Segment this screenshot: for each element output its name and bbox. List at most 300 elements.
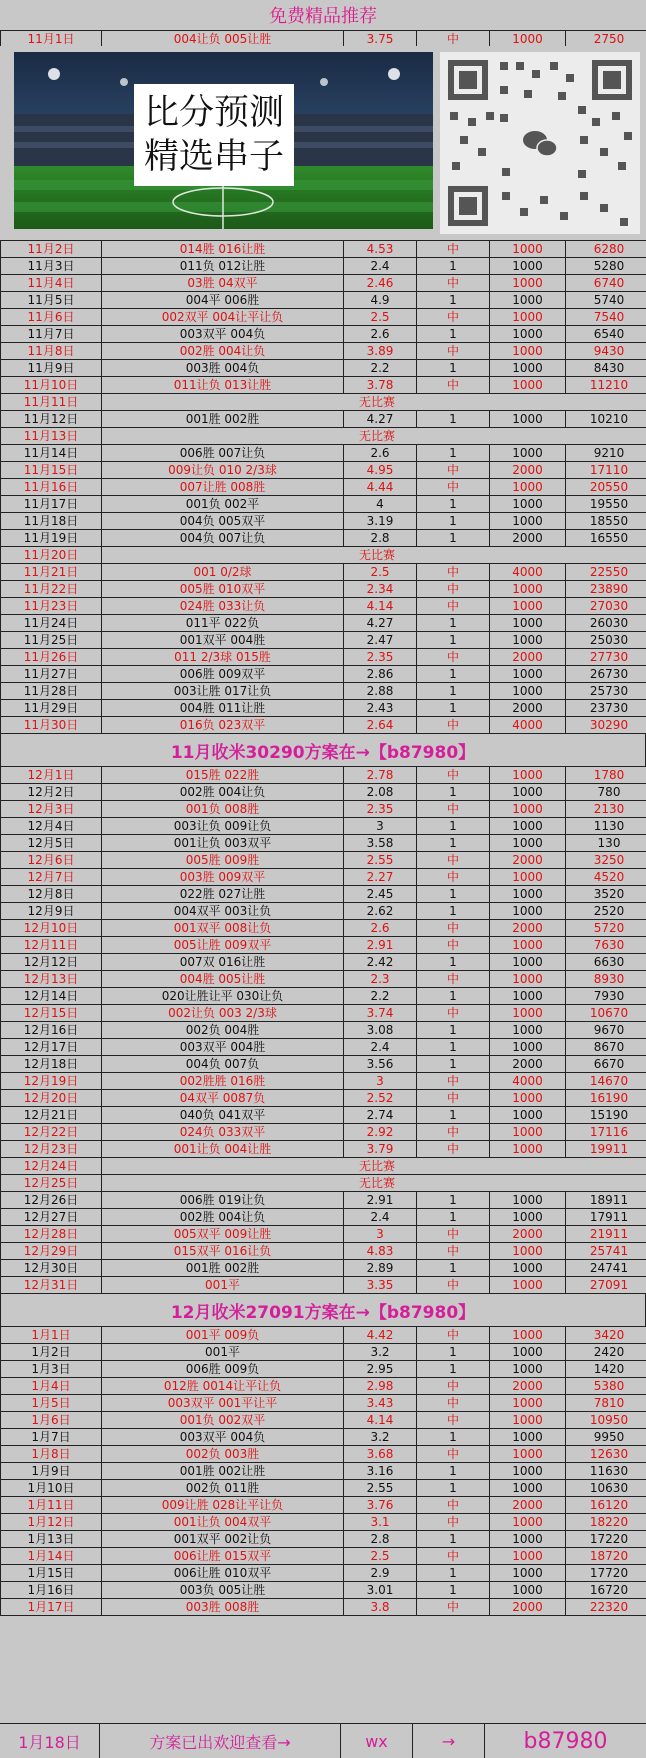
balance-cell: 26730	[566, 666, 646, 683]
result-cell: 中	[417, 275, 490, 292]
picks-cell: 007让胜 008胜	[102, 479, 344, 496]
table-row	[1, 1056, 646, 1073]
odds-cell: 3.43	[344, 1395, 417, 1412]
odds-cell: 2.4	[344, 1209, 417, 1226]
result-cell: 1	[417, 445, 490, 462]
table-row	[1, 852, 646, 869]
date-cell: 11月6日	[1, 309, 102, 326]
odds-cell: 3.58	[344, 835, 417, 852]
stake-cell: 1000	[490, 801, 566, 818]
balance-cell: 25030	[566, 632, 646, 649]
date-cell: 1月7日	[1, 1429, 102, 1446]
picks-cell: 015胜 022胜	[102, 767, 344, 784]
date-cell: 12月6日	[1, 852, 102, 869]
result-cell: 中	[417, 649, 490, 666]
result-cell: 1	[417, 954, 490, 971]
date-cell: 11月17日	[1, 496, 102, 513]
table-row	[1, 683, 646, 700]
table-row	[1, 988, 646, 1005]
odds-cell: 4.44	[344, 479, 417, 496]
picks-cell: 001负 002平	[102, 496, 344, 513]
result-cell: 中	[417, 581, 490, 598]
result-cell: 中	[417, 1514, 490, 1531]
table-row	[1, 1327, 646, 1344]
table-row	[1, 1378, 646, 1395]
date-cell: 1月12日	[1, 1514, 102, 1531]
odds-cell: 2.4	[344, 258, 417, 275]
odds-cell: 2.55	[344, 852, 417, 869]
date-cell: 12月11日	[1, 937, 102, 954]
stake-cell: 1000	[490, 954, 566, 971]
picks-cell: 020让胜让平 030让负	[102, 988, 344, 1005]
balance-cell: 9670	[566, 1022, 646, 1039]
picks-cell: 014胜 016让胜	[102, 241, 344, 258]
picks-cell: 001胜 002胜	[102, 411, 344, 428]
stake-cell: 2000	[490, 649, 566, 666]
date-cell: 1月9日	[1, 1463, 102, 1480]
result-cell: 1	[417, 1531, 490, 1548]
table-row	[1, 1158, 646, 1175]
result-cell: 中	[417, 1141, 490, 1158]
stake-cell: 1000	[490, 632, 566, 649]
picks-cell: 004负 007负	[102, 1056, 344, 1073]
balance-cell: 6540	[566, 326, 646, 343]
picks-cell: 003胜 008胜	[102, 1599, 344, 1616]
result-cell: 中	[417, 1378, 490, 1395]
picks-cell: 001胜 002胜	[102, 1260, 344, 1277]
stake-cell: 1000	[490, 479, 566, 496]
picks-cell: 001让负 004让胜	[102, 1141, 344, 1158]
table-row	[1, 1395, 646, 1412]
odds-cell: 2.8	[344, 530, 417, 547]
picks-cell: 006胜 007让负	[102, 445, 344, 462]
table-row	[1, 869, 646, 886]
balance-cell: 22320	[566, 1599, 646, 1616]
balance-cell: 27030	[566, 598, 646, 615]
footer-id: b87980	[485, 1724, 646, 1758]
stake-cell: 1000	[490, 937, 566, 954]
date-cell: 12月25日	[1, 1175, 102, 1192]
balance-cell: 5380	[566, 1378, 646, 1395]
picks-cell: 004胜 005让胜	[102, 971, 344, 988]
table-row	[1, 1429, 646, 1446]
balance-cell: 5740	[566, 292, 646, 309]
date-cell: 1月6日	[1, 1412, 102, 1429]
picks-cell: 022胜 027让胜	[102, 886, 344, 903]
odds-cell: 2.89	[344, 1260, 417, 1277]
stake-cell: 2000	[490, 1378, 566, 1395]
odds-cell: 2.8	[344, 1531, 417, 1548]
balance-cell: 20550	[566, 479, 646, 496]
table-row	[1, 1548, 646, 1565]
odds-cell: 3.01	[344, 1582, 417, 1599]
balance-cell: 10950	[566, 1412, 646, 1429]
balance-cell: 7630	[566, 937, 646, 954]
stake-cell: 1000	[490, 598, 566, 615]
picks-cell: 003双平 004负	[102, 326, 344, 343]
balance-cell: 8670	[566, 1039, 646, 1056]
odds-cell: 4.27	[344, 411, 417, 428]
table-row	[1, 1005, 646, 1022]
stake-cell: 2000	[490, 920, 566, 937]
balance-cell: 2520	[566, 903, 646, 920]
balance-cell: 21911	[566, 1226, 646, 1243]
picks-cell: 024胜 033让负	[102, 598, 344, 615]
date-cell: 11月15日	[1, 462, 102, 479]
picks-cell: 006胜 009负	[102, 1361, 344, 1378]
odds-cell: 3.68	[344, 1446, 417, 1463]
balance-cell: 18550	[566, 513, 646, 530]
odds-cell: 2.92	[344, 1124, 417, 1141]
balance-cell: 6670	[566, 1056, 646, 1073]
table-row	[1, 547, 646, 564]
odds-cell: 2.74	[344, 1107, 417, 1124]
odds-cell: 2.98	[344, 1378, 417, 1395]
picks-cell: 004双平 003让负	[102, 903, 344, 920]
result-cell: 1	[417, 326, 490, 343]
picks-cell: 011 2/3球 015胜	[102, 649, 344, 666]
stake-cell: 2000	[490, 1599, 566, 1616]
odds-cell: 2.6	[344, 445, 417, 462]
balance-cell: 3420	[566, 1327, 646, 1344]
odds-cell: 4.95	[344, 462, 417, 479]
stake-cell: 1000	[490, 309, 566, 326]
banner-line-2: 精选串子	[144, 135, 284, 179]
table-row	[1, 564, 646, 581]
picks-cell: 011负 012让胜	[102, 258, 344, 275]
picks-cell: 001平	[102, 1277, 344, 1294]
result-cell: 1	[417, 835, 490, 852]
picks-cell: 004负 007让负	[102, 530, 344, 547]
result-cell: 1	[417, 1463, 490, 1480]
stake-cell: 1000	[490, 1107, 566, 1124]
date-cell: 1月5日	[1, 1395, 102, 1412]
table-row	[1, 1565, 646, 1582]
no-match-cell: 无比赛	[102, 394, 646, 411]
picks-cell: 012胜 0014让平让负	[102, 1378, 344, 1395]
table-row: 11月1日 004让负 005让胜 3.75 中 1000 2750	[1, 31, 646, 48]
table-row	[1, 818, 646, 835]
stake-cell: 1000	[490, 903, 566, 920]
table-row	[1, 801, 646, 818]
table-row	[1, 343, 646, 360]
balance-cell: 24741	[566, 1260, 646, 1277]
balance-cell: 9210	[566, 445, 646, 462]
table-row	[1, 241, 646, 258]
november-summary: 11月收米30290方案在→【b87980】	[0, 734, 646, 766]
result-cell: 中	[417, 937, 490, 954]
odds-cell: 2.35	[344, 649, 417, 666]
table-row	[1, 1361, 646, 1378]
date-cell: 11月26日	[1, 649, 102, 666]
odds-cell: 2.5	[344, 309, 417, 326]
odds-cell: 3	[344, 1226, 417, 1243]
table-row	[1, 1192, 646, 1209]
balance-cell: 25730	[566, 683, 646, 700]
result-cell: 中	[417, 971, 490, 988]
odds-cell: 3.74	[344, 1005, 417, 1022]
picks-cell: 003双平 001平让平	[102, 1395, 344, 1412]
date-cell: 12月21日	[1, 1107, 102, 1124]
date-cell: 1月17日	[1, 1599, 102, 1616]
balance-cell: 6280	[566, 241, 646, 258]
result-cell: 1	[417, 666, 490, 683]
picks-cell: 024负 033双平	[102, 1124, 344, 1141]
result-cell: 中	[417, 598, 490, 615]
stake-cell: 1000	[490, 360, 566, 377]
balance-cell: 17720	[566, 1565, 646, 1582]
date-cell: 11月5日	[1, 292, 102, 309]
stake-cell: 1000	[490, 1141, 566, 1158]
balance-cell: 1130	[566, 818, 646, 835]
date-cell: 11月28日	[1, 683, 102, 700]
stake-cell: 1000	[490, 1327, 566, 1344]
result-cell: 中	[417, 1446, 490, 1463]
date-cell: 1月4日	[1, 1378, 102, 1395]
balance-cell: 18220	[566, 1514, 646, 1531]
result-cell: 中	[417, 479, 490, 496]
table-row	[1, 1412, 646, 1429]
balance-cell: 2130	[566, 801, 646, 818]
stake-cell: 1000	[490, 1565, 566, 1582]
table-row	[1, 513, 646, 530]
table-row	[1, 1344, 646, 1361]
date-cell: 1月13日	[1, 1531, 102, 1548]
balance-cell: 27730	[566, 649, 646, 666]
table-row	[1, 462, 646, 479]
picks-cell: 001负 002双平	[102, 1412, 344, 1429]
balance-cell: 19550	[566, 496, 646, 513]
balance-cell: 8930	[566, 971, 646, 988]
balance-cell: 4520	[566, 869, 646, 886]
stake-cell: 1000	[490, 784, 566, 801]
main-content	[0, 240, 646, 1616]
odds-cell: 3.56	[344, 1056, 417, 1073]
balance-cell: 16720	[566, 1582, 646, 1599]
table-row	[1, 1480, 646, 1497]
odds-cell: 3	[344, 1073, 417, 1090]
table-row	[1, 1277, 646, 1294]
result-cell: 中	[417, 767, 490, 784]
november-table	[0, 240, 646, 734]
picks-cell: 002负 003胜	[102, 1446, 344, 1463]
result-cell: 中	[417, 1395, 490, 1412]
table-row	[1, 700, 646, 717]
picks-cell: 005双平 009让胜	[102, 1226, 344, 1243]
table-row	[1, 292, 646, 309]
result-cell: 中	[417, 462, 490, 479]
table-row	[1, 360, 646, 377]
picks-cell: 001让负 004双平	[102, 1514, 344, 1531]
stake-cell: 2000	[490, 1056, 566, 1073]
odds-cell: 2.4	[344, 1039, 417, 1056]
result-cell: 1	[417, 292, 490, 309]
odds-cell: 3.78	[344, 377, 417, 394]
table-row	[1, 445, 646, 462]
odds-cell: 2.6	[344, 920, 417, 937]
table-row	[1, 1531, 646, 1548]
stake-cell: 2000	[490, 700, 566, 717]
result-cell: 1	[417, 1039, 490, 1056]
picks-cell: 005胜 010双平	[102, 581, 344, 598]
table-row	[1, 496, 646, 513]
result-cell: 1	[417, 496, 490, 513]
date-cell: 12月7日	[1, 869, 102, 886]
stake-cell: 1000	[490, 1480, 566, 1497]
balance-cell: 17220	[566, 1531, 646, 1548]
picks-cell: 001双平 008让负	[102, 920, 344, 937]
balance-cell: 11210	[566, 377, 646, 394]
odds-cell: 2.9	[344, 1565, 417, 1582]
result-cell: 1	[417, 615, 490, 632]
date-cell: 12月17日	[1, 1039, 102, 1056]
stake-cell: 1000	[490, 377, 566, 394]
odds-cell: 4.42	[344, 1327, 417, 1344]
result-cell: 1	[417, 1361, 490, 1378]
stake-cell: 1000	[490, 1124, 566, 1141]
footer-bar	[0, 1723, 646, 1757]
result-cell: 中	[417, 1243, 490, 1260]
picks-cell: 007双 016让胜	[102, 954, 344, 971]
odds-cell: 2.27	[344, 869, 417, 886]
date-cell: 12月10日	[1, 920, 102, 937]
date-cell: 1月14日	[1, 1548, 102, 1565]
date-cell: 11月20日	[1, 547, 102, 564]
picks-cell: 005胜 009胜	[102, 852, 344, 869]
balance-cell: 18720	[566, 1548, 646, 1565]
date-cell: 11月4日	[1, 275, 102, 292]
picks-cell: 002双平 004让平让负	[102, 309, 344, 326]
table-row	[1, 530, 646, 547]
date-cell: 12月18日	[1, 1056, 102, 1073]
balance-cell: 15190	[566, 1107, 646, 1124]
table-row	[1, 717, 646, 734]
date-cell: 12月1日	[1, 767, 102, 784]
date-cell: 11月18日	[1, 513, 102, 530]
balance-cell: 6630	[566, 954, 646, 971]
result-cell: 中	[417, 801, 490, 818]
balance-cell: 11630	[566, 1463, 646, 1480]
table-row	[1, 1446, 646, 1463]
picks-cell: 040负 041双平	[102, 1107, 344, 1124]
date-cell: 11月25日	[1, 632, 102, 649]
picks-cell: 001双平 004胜	[102, 632, 344, 649]
date-cell: 11月11日	[1, 394, 102, 411]
stake-cell: 1000	[490, 683, 566, 700]
odds-cell: 2.5	[344, 1548, 417, 1565]
stake-cell: 1000	[490, 1531, 566, 1548]
picks-cell: 011让负 013让胜	[102, 377, 344, 394]
stake-cell: 1000	[490, 275, 566, 292]
odds-cell: 4.53	[344, 241, 417, 258]
balance-cell: 10670	[566, 1005, 646, 1022]
balance-cell: 19911	[566, 1141, 646, 1158]
odds-cell: 2.5	[344, 564, 417, 581]
balance-cell: 22550	[566, 564, 646, 581]
table-row	[1, 615, 646, 632]
balance-cell: 12630	[566, 1446, 646, 1463]
result-cell: 1	[417, 1022, 490, 1039]
date-cell: 11月30日	[1, 717, 102, 734]
picks-cell: 03胜 04双平	[102, 275, 344, 292]
odds-cell: 3.19	[344, 513, 417, 530]
result-cell: 中	[417, 920, 490, 937]
date-cell: 11月8日	[1, 343, 102, 360]
picks-cell: 003双平 004胜	[102, 1039, 344, 1056]
picks-cell: 001双平 002让负	[102, 1531, 344, 1548]
stake-cell: 1000	[490, 445, 566, 462]
result-cell: 中	[417, 1005, 490, 1022]
stadium-image	[14, 52, 433, 229]
picks-cell: 001 0/2球	[102, 564, 344, 581]
stake-cell: 2000	[490, 530, 566, 547]
result-cell: 1	[417, 360, 490, 377]
balance-cell: 16190	[566, 1090, 646, 1107]
date-cell: 1月15日	[1, 1565, 102, 1582]
result-cell: 1	[417, 530, 490, 547]
date-cell: 12月8日	[1, 886, 102, 903]
december-summary: 12月收米27091方案在→【b87980】	[0, 1294, 646, 1326]
table-row	[1, 1463, 646, 1480]
stake-cell: 1000	[490, 1446, 566, 1463]
stake-cell: 1000	[490, 496, 566, 513]
balance-cell: 5280	[566, 258, 646, 275]
picks-cell: 015双平 016让负	[102, 1243, 344, 1260]
odds-cell: 2.42	[344, 954, 417, 971]
picks-cell: 002负 004胜	[102, 1022, 344, 1039]
stake-cell: 1000	[490, 835, 566, 852]
odds-cell: 2.2	[344, 360, 417, 377]
table-row	[1, 1039, 646, 1056]
table-row	[1, 1124, 646, 1141]
date-cell: 1月11日	[1, 1497, 102, 1514]
odds-cell: 4.83	[344, 1243, 417, 1260]
odds-cell: 4	[344, 496, 417, 513]
odds-cell: 2.52	[344, 1090, 417, 1107]
odds-cell: 3.76	[344, 1497, 417, 1514]
odds-cell: 2.6	[344, 326, 417, 343]
stake-cell: 1000	[490, 886, 566, 903]
balance-cell: 23890	[566, 581, 646, 598]
result-cell: 1	[417, 1260, 490, 1277]
footer-wx: wx	[341, 1724, 413, 1758]
picks-cell: 003负 005让胜	[102, 1582, 344, 1599]
date-cell: 1月3日	[1, 1361, 102, 1378]
wechat-qr-code	[440, 52, 640, 234]
table-row	[1, 1582, 646, 1599]
balance-cell: 5720	[566, 920, 646, 937]
result-cell: 1	[417, 903, 490, 920]
date-cell: 11月24日	[1, 615, 102, 632]
no-match-cell: 无比赛	[102, 428, 646, 445]
stake-cell: 1000	[490, 343, 566, 360]
odds-cell: 2.91	[344, 1192, 417, 1209]
picks-cell: 006胜 009双平	[102, 666, 344, 683]
stake-cell: 1000	[490, 1039, 566, 1056]
date-cell: 11月2日	[1, 241, 102, 258]
balance-cell: 16120	[566, 1497, 646, 1514]
balance-cell: 9430	[566, 343, 646, 360]
stake-cell: 1000	[490, 1395, 566, 1412]
balance-cell: 7930	[566, 988, 646, 1005]
date-cell: 11月29日	[1, 700, 102, 717]
date-cell: 11月9日	[1, 360, 102, 377]
balance-cell: 1420	[566, 1361, 646, 1378]
odds-cell: 2.86	[344, 666, 417, 683]
table-row	[1, 1514, 646, 1531]
balance-cell: 9950	[566, 1429, 646, 1446]
odds-cell: 2.78	[344, 767, 417, 784]
